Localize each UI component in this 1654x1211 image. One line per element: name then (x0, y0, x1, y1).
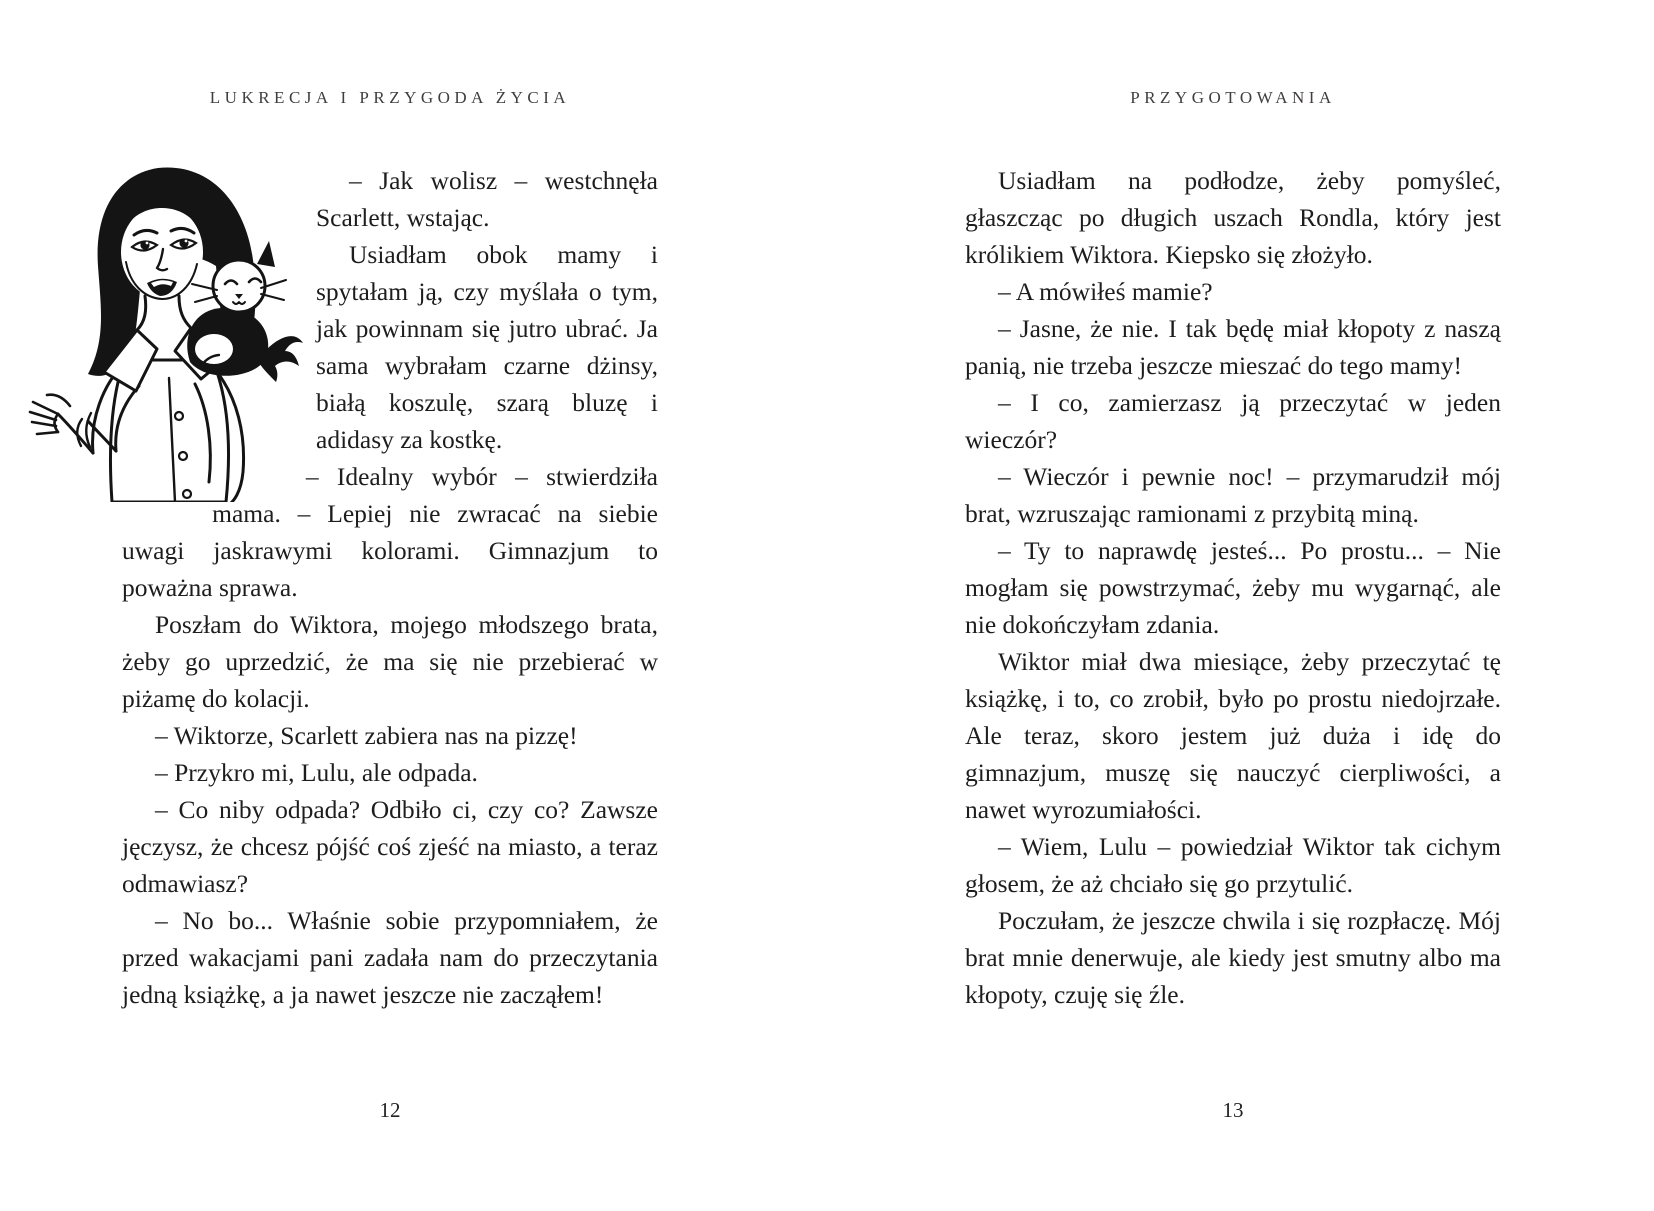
page-right (827, 0, 1654, 1211)
paragraph: – Wiktorze, Scarlett zabiera nas na pizzę! (155, 721, 578, 750)
paragraph: Poczułam, że jeszcze chwila i się rozpłaczę. Mój brat mnie denerwuje, ale kiedy jest smutny albo ma kłopoty, czuję się źle. (965, 906, 1501, 1009)
right-running-header: PRZYGOTOWANIA (1130, 88, 1336, 107)
paragraph: – Idealny wybór – stwierdziła mama. – Lepiej nie zwracać na siebie uwagi jaskrawymi kolorami. Gimnazjum to poważna sprawa. (122, 462, 658, 602)
paragraph: Poszłam do Wiktora, mojego młodszego brata, żeby go uprzedzić, że ma się nie przebierać w piżamę do kolacji. (122, 610, 658, 713)
paragraph: – Przykro mi, Lulu, ale odpada. (155, 758, 478, 787)
paragraph: – I co, zamierzasz ją przeczytać w jeden wieczór? (965, 388, 1501, 454)
paragraph: – Jak wolisz – westchnęła Scarlett, wstając. (316, 166, 658, 232)
paragraph: – Ty to naprawdę jesteś... Po prostu... – Nie mogłam się powstrzymać, żeby mu wygarnąć, ale nie dokończyłam zdania. (965, 536, 1501, 639)
paragraph: – Co niby odpada? Odbiło ci, czy co? Zawsze jęczysz, że chcesz pójść coś zjeść na miasto, a teraz odmawiasz? (122, 795, 658, 898)
right-text-column (965, 162, 1501, 1013)
paragraph: Usiadłam obok mamy i spytałam ją, czy myślała o tym, jak powinnam się jutro ubrać. Ja sama wybrałam czarne dżinsy, białą koszulę, szarą bluzę i adidasy za kostkę. (316, 240, 658, 454)
paragraph: – Wiem, Lulu – powiedział Wiktor tak cichym głosem, że aż chciało się go przytulić. (965, 832, 1501, 898)
page-number-right: 13 (1222, 1098, 1244, 1122)
girl-with-cat-drawing (28, 162, 304, 502)
paragraph: – A mówiłeś mamie? (998, 277, 1213, 306)
page-number-left: 12 (379, 1098, 401, 1122)
left-running-header: LUKRECJA I PRZYGODA ŻYCIA (209, 88, 571, 107)
paragraph: – No bo... Właśnie sobie przypomniałem, że przed wakacjami pani zadała nam do przeczytania jedną książkę, a ja nawet jeszcze nie zacząłem! (122, 906, 658, 1009)
left-text-column (122, 162, 658, 1013)
paragraph: Usiadłam na podłodze, żeby pomyśleć, głaszcząc po długich uszach Rondla, który jest królikiem Wiktora. Kiepsko się złożyło. (965, 166, 1501, 269)
paragraph: – Wieczór i pewnie noc! – przymarudził mój brat, wzruszając ramionami z przybitą miną. (965, 462, 1501, 528)
paragraph: Wiktor miał dwa miesiące, żeby przeczytać tę książkę, i to, co zrobił, było po prostu niedojrzałe. Ale teraz, skoro jestem już duża i idę do gimnazjum, muszę się nauczyć cierpliwości, a nawet wyrozumiałości. (965, 647, 1501, 824)
paragraph: – Jasne, że nie. I tak będę miał kłopoty z naszą panią, nie trzeba jeszcze mieszać do tego mamy! (965, 314, 1501, 380)
cat-figure (187, 241, 303, 382)
girl-with-cat-illustration (122, 162, 304, 500)
